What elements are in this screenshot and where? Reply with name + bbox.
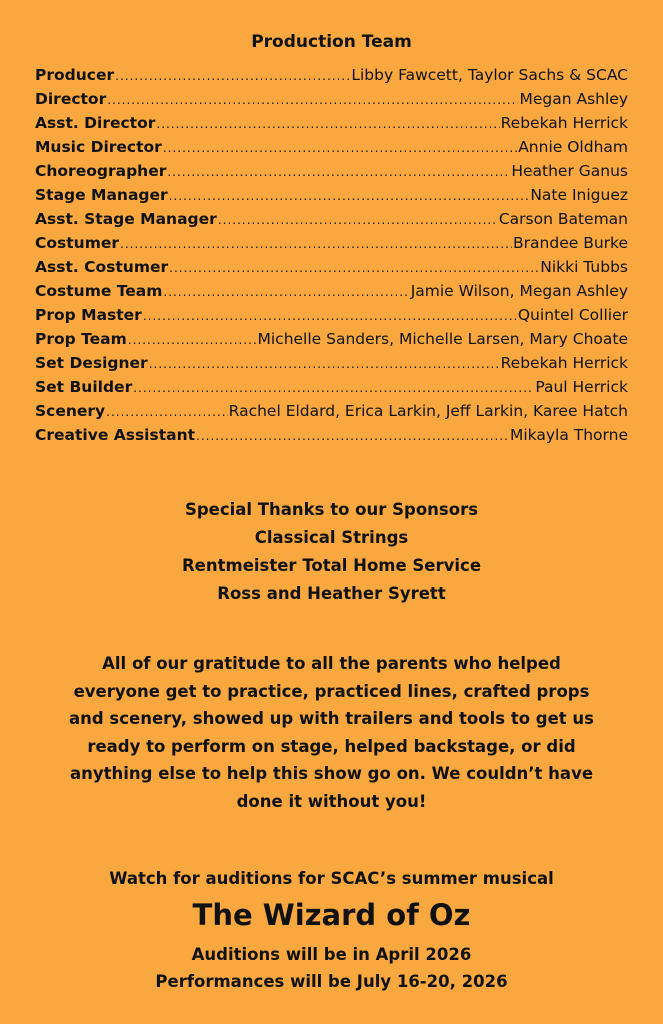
credit-name: Nate Iniguez (530, 186, 628, 204)
credit-name: Rachel Eldard, Erica Larkin, Jeff Larkin, Karee Hatch (228, 402, 628, 420)
credit-row (35, 351, 628, 375)
credit-row (35, 183, 628, 207)
show-title: The Wizard of Oz (192, 898, 471, 932)
credit-role: Director (35, 90, 107, 108)
credit-name: Paul Herrick (535, 378, 628, 396)
dot-leader (128, 328, 257, 352)
audition-dates (0, 941, 663, 995)
auditions-date: Auditions will be in April 2026 (191, 945, 472, 964)
credit-name: Annie Oldham (518, 138, 628, 156)
dot-leader (163, 136, 517, 160)
auditions-intro: Watch for auditions for SCAC’s summer musical (109, 869, 554, 888)
credit-row (35, 207, 628, 231)
dot-leader (218, 208, 498, 232)
dot-leader (143, 304, 517, 328)
credit-row (35, 159, 628, 183)
sponsor-name: Ross and Heather Syrett (217, 584, 446, 603)
dot-leader (120, 232, 512, 256)
sponsor-name: Classical Strings (254, 528, 409, 547)
credit-row (35, 87, 628, 111)
credit-role: Stage Manager (35, 186, 168, 204)
gratitude-message: All of our gratitude to all the parents who helped everyone get to practice, practiced lines, crafted props and scenery, showed up with trailers and tools to get us ready to perform on stage, helped backstage, or did anything else to help this show go on. We couldn’t have done it without you! (68, 654, 594, 811)
credit-row (35, 303, 628, 327)
dot-leader (149, 352, 500, 376)
credit-role: Prop Team (35, 330, 127, 348)
credit-role: Creative Assistant (35, 426, 196, 444)
credit-role: Prop Master (35, 306, 142, 324)
production-team-heading: Production Team (251, 32, 412, 52)
credit-row (35, 279, 628, 303)
performances-date: Performances will be July 16-20, 2026 (155, 972, 508, 991)
credit-role: Choreographer (35, 162, 167, 180)
credit-name: Rebekah Herrick (500, 114, 628, 132)
credit-role: Costume Team (35, 282, 163, 300)
sponsors-section (0, 496, 663, 608)
credit-name: Rebekah Herrick (500, 354, 628, 372)
dot-leader (167, 160, 510, 184)
credit-name: Quintel Collier (517, 306, 628, 324)
dot-leader (169, 184, 530, 208)
dot-leader (115, 64, 350, 88)
credit-row (35, 399, 628, 423)
credit-name: Megan Ashley (519, 90, 628, 108)
credit-row (35, 375, 628, 399)
credit-name: Carson Bateman (498, 210, 628, 228)
dot-leader (163, 280, 409, 304)
credit-role: Asst. Stage Manager (35, 210, 217, 228)
credit-row (35, 231, 628, 255)
credit-name: Michelle Sanders, Michelle Larsen, Mary Choate (257, 330, 628, 348)
credit-row (35, 423, 628, 447)
credit-name: Libby Fawcett, Taylor Sachs & SCAC (351, 66, 628, 84)
dot-leader (133, 376, 534, 400)
credit-role: Asst. Costumer (35, 258, 169, 276)
credit-role: Music Director (35, 138, 162, 156)
dot-leader (196, 424, 509, 448)
credit-row (35, 255, 628, 279)
credit-role: Asst. Director (35, 114, 156, 132)
dot-leader (169, 256, 539, 280)
credit-role: Set Builder (35, 378, 133, 396)
dot-leader (106, 400, 227, 424)
sponsor-name: Rentmeister Total Home Service (181, 556, 482, 575)
credit-name: Mikayla Thorne (509, 426, 628, 444)
credit-name: Jamie Wilson, Megan Ashley (410, 282, 628, 300)
credit-name: Brandee Burke (513, 234, 628, 252)
credit-row (35, 111, 628, 135)
dot-leader (156, 112, 499, 136)
credit-role: Set Designer (35, 354, 148, 372)
credit-row (35, 327, 628, 351)
credit-role: Costumer (35, 234, 120, 252)
credit-row (35, 63, 628, 87)
sponsors-heading: Special Thanks to our Sponsors (184, 500, 479, 519)
credit-role: Scenery (35, 402, 106, 420)
credit-role: Producer (35, 66, 115, 84)
credit-name: Heather Ganus (511, 162, 628, 180)
credits-list (35, 63, 628, 447)
dot-leader (107, 88, 518, 112)
credit-row (35, 135, 628, 159)
credit-name: Nikki Tubbs (540, 258, 628, 276)
